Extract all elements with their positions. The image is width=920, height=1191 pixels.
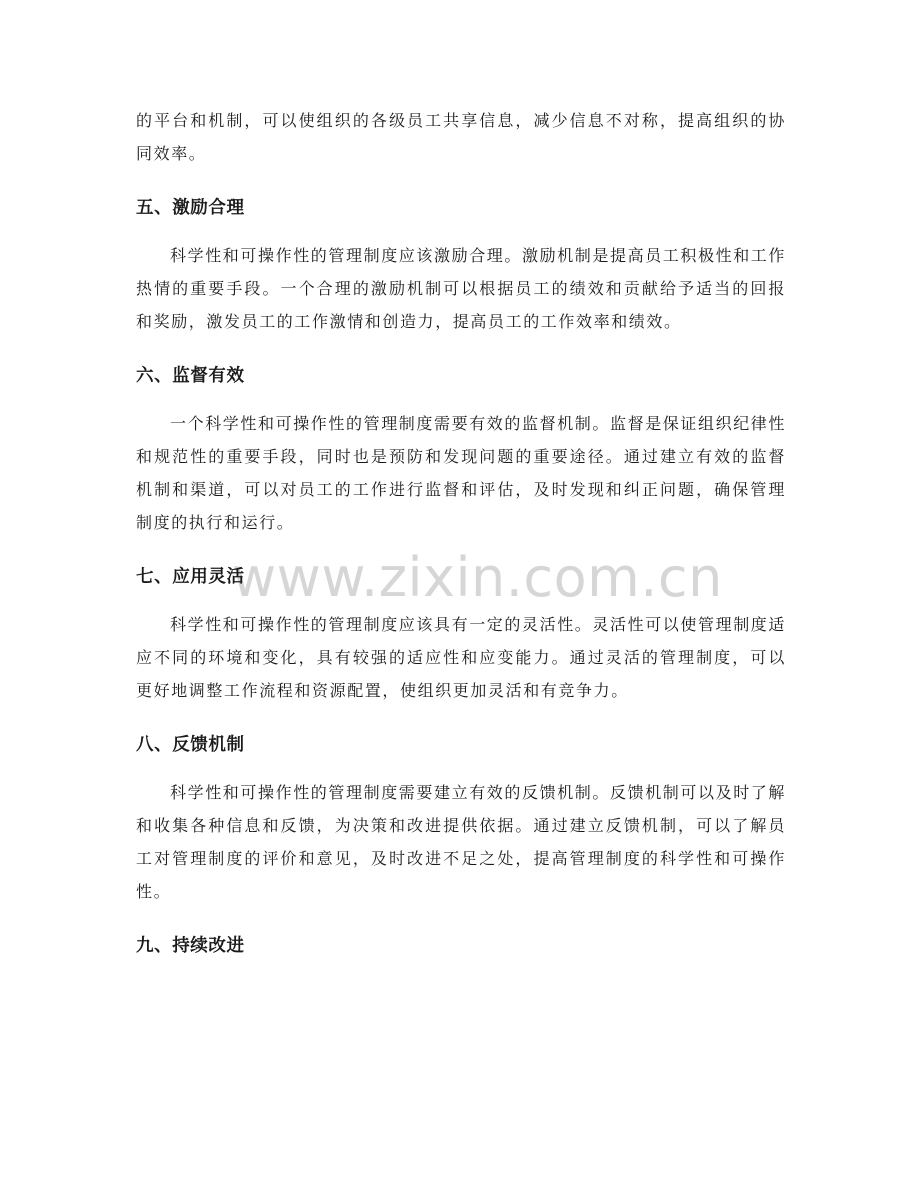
- section-heading-7: 七、应用灵活: [136, 567, 245, 587]
- section-paragraph-7: 科学性和可操作性的管理制度应该具有一定的灵活性。灵活性可以使管理制度适应不同的环境和变化，具有较强的适应性和应变能力。通过灵活的管理制度，可以更好地调整工作流程和资源配置，使组织更加灵活和有竞争力。: [136, 615, 787, 700]
- section-heading-6: 六、监督有效: [136, 366, 245, 386]
- continuation-paragraph: 的平台和机制，可以使组织的各级员工共享信息，减少信息不对称，提高组织的协同效率。: [136, 111, 786, 163]
- section-paragraph-8: 科学性和可操作性的管理制度需要建立有效的反馈机制。反馈机制可以及时了解和收集各种信息和反馈，为决策和改进提供依据。通过建立反馈机制，可以了解员工对管理制度的评价和意见，及时改进不足之处，提高管理制度的科学性和可操作性。: [136, 783, 787, 901]
- document-body: [136, 104, 786, 958]
- watermark: www.zixin.com.cn: [232, 546, 723, 609]
- section-heading-8: 八、反馈机制: [136, 735, 245, 755]
- section-paragraph-5: 科学性和可操作性的管理制度应该激励合理。激励机制是提高员工积极性和工作热情的重要手段。一个合理的激励机制可以根据员工的绩效和贡献给予适当的回报和奖励，激发员工的工作激情和创造力，提高员工的工作效率和绩效。: [136, 246, 787, 331]
- section-paragraph-6: 一个科学性和可操作性的管理制度需要有效的监督机制。监督是保证组织纪律性和规范性的重要手段，同时也是预防和发现问题的重要途径。通过建立有效的监督机制和渠道，可以对员工的工作进行监督和评估，及时发现和纠正问题，确保管理制度的执行和运行。: [136, 414, 787, 532]
- section-heading-9: 九、持续改进: [136, 936, 245, 956]
- section-heading-5: 五、激励合理: [136, 198, 245, 218]
